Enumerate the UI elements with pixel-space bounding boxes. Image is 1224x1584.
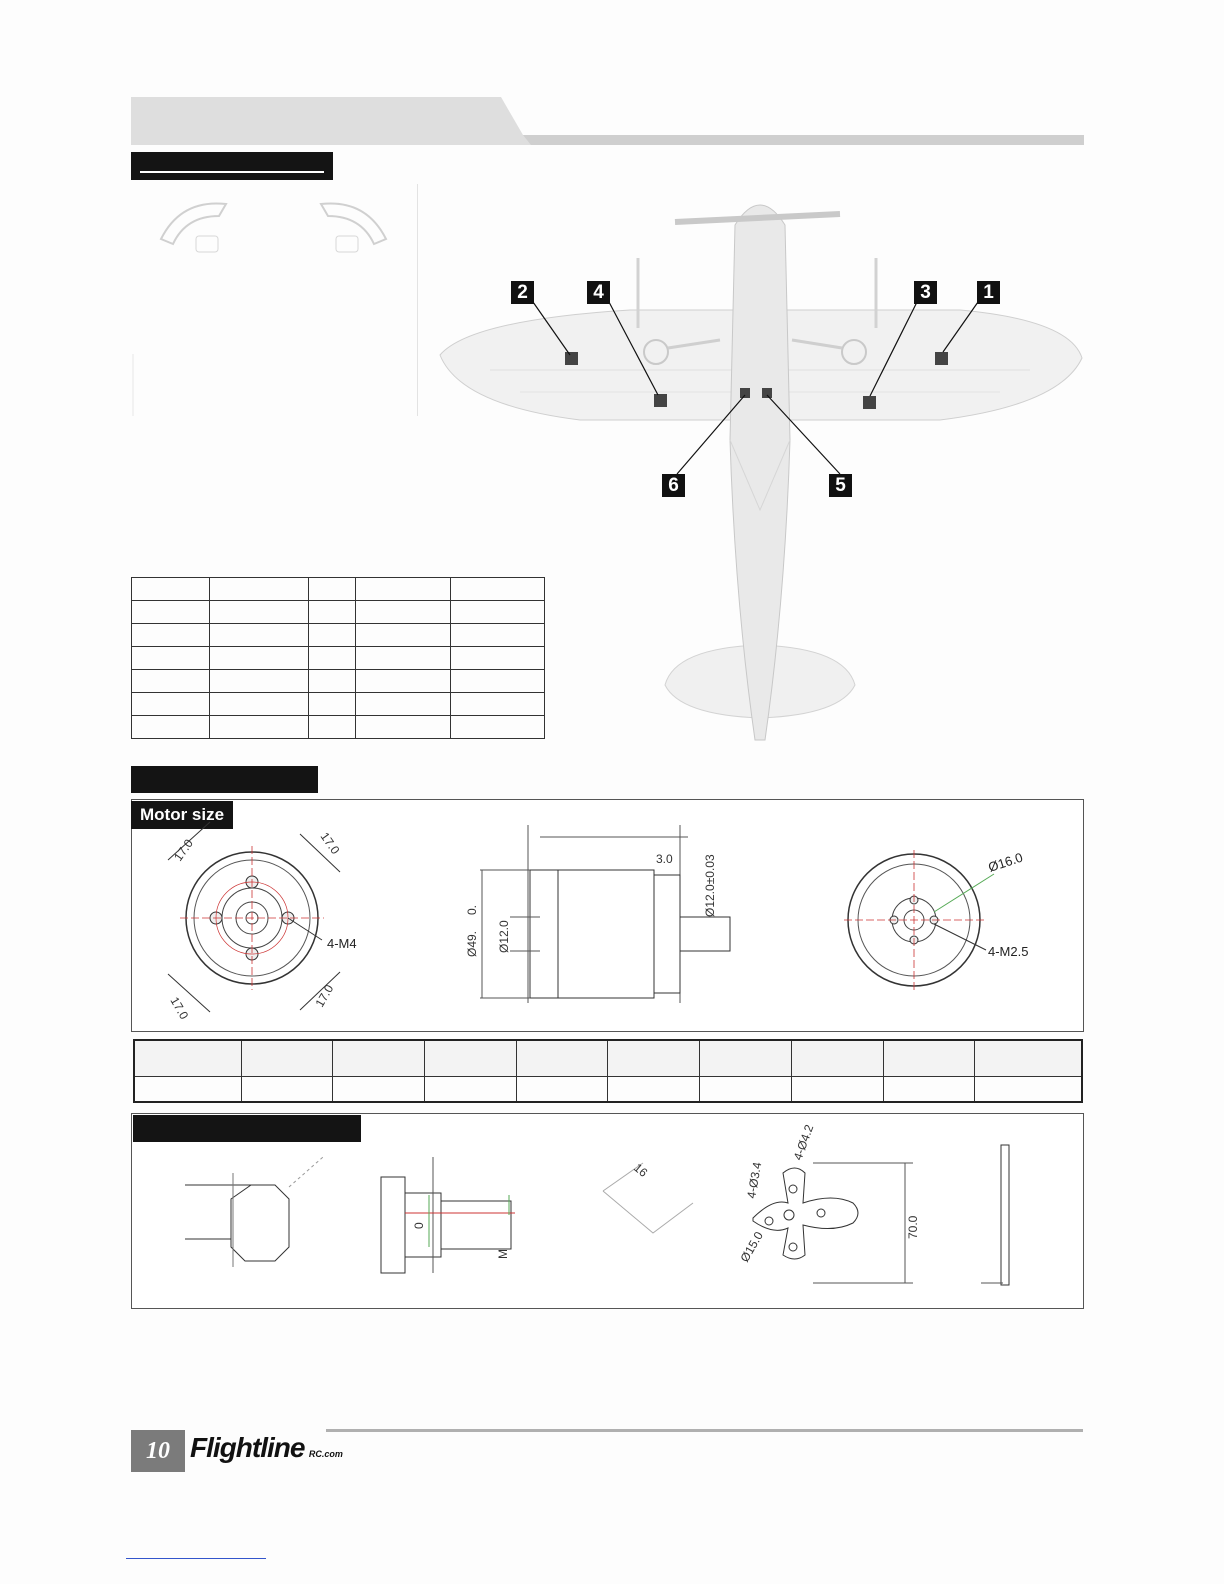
side-dim-inner-dia: Ø12.0 [497, 920, 511, 953]
front-dim-1: 17.0 [170, 836, 196, 864]
brand-sub: RC.com [308, 1449, 343, 1459]
front-holes-label: 4-M4 [327, 936, 357, 951]
bottom-link-underline [126, 1558, 266, 1559]
front-dim-3: 17.0 [167, 994, 192, 1022]
callout-4: 4 [587, 281, 610, 304]
rear-dim-dia: Ø16.0 [986, 849, 1025, 875]
header-banner [131, 97, 1084, 147]
motor-front-view [150, 822, 380, 1022]
mount-dim-m: M [496, 1249, 510, 1259]
section-title-bar-3 [133, 1115, 361, 1142]
footer-rule [326, 1429, 1083, 1432]
callout-6: 6 [662, 474, 685, 497]
callout-5: 5 [829, 474, 852, 497]
section-title-bar-2 [131, 766, 318, 793]
servo-sketch [131, 184, 417, 416]
brand-name: Flightline [190, 1432, 305, 1463]
section-title-bar-1 [131, 152, 333, 180]
side-dim-shaft-len: 3.0 [656, 852, 673, 866]
motor-side-view [460, 825, 750, 1015]
rear-holes-label: 4-M2.5 [988, 944, 1029, 959]
table-row [134, 1040, 1082, 1076]
motor-spec-table [133, 1039, 1083, 1103]
page-number-box [131, 1430, 185, 1472]
motor-size-label: Motor size [131, 801, 233, 829]
brand-logo [190, 1432, 343, 1472]
side-dim-shaft-dia: Ø12.0±0.03 [703, 854, 717, 917]
mount-dim-hole-b: 4-Ø3.4 [744, 1160, 765, 1200]
airplane-diagram [430, 180, 1090, 745]
callout-1: 1 [977, 281, 1000, 304]
mount-dim-o: 0 [412, 1222, 426, 1229]
mount-drawings [133, 1122, 1081, 1305]
front-dim-4: 17.0 [312, 982, 337, 1010]
mount-dim-edge: 16 [631, 1160, 651, 1180]
motor-rear-view [830, 840, 1070, 1020]
callout-2: 2 [511, 281, 534, 304]
side-dim-body-dia: Ø49. [465, 930, 479, 957]
servo-inset-image [131, 184, 418, 416]
mount-dim-hole-a: 4-Ø4.2 [790, 1122, 817, 1163]
mount-dim-center: Ø15.0 [737, 1229, 766, 1265]
mount-dim-height: 70.0 [906, 1215, 920, 1239]
page-number: 10 [146, 1438, 170, 1464]
side-dim-body-mid: 0. [465, 904, 479, 915]
table-row [134, 1076, 1082, 1102]
front-dim-2: 17.0 [317, 829, 343, 857]
callout-3: 3 [914, 281, 937, 304]
